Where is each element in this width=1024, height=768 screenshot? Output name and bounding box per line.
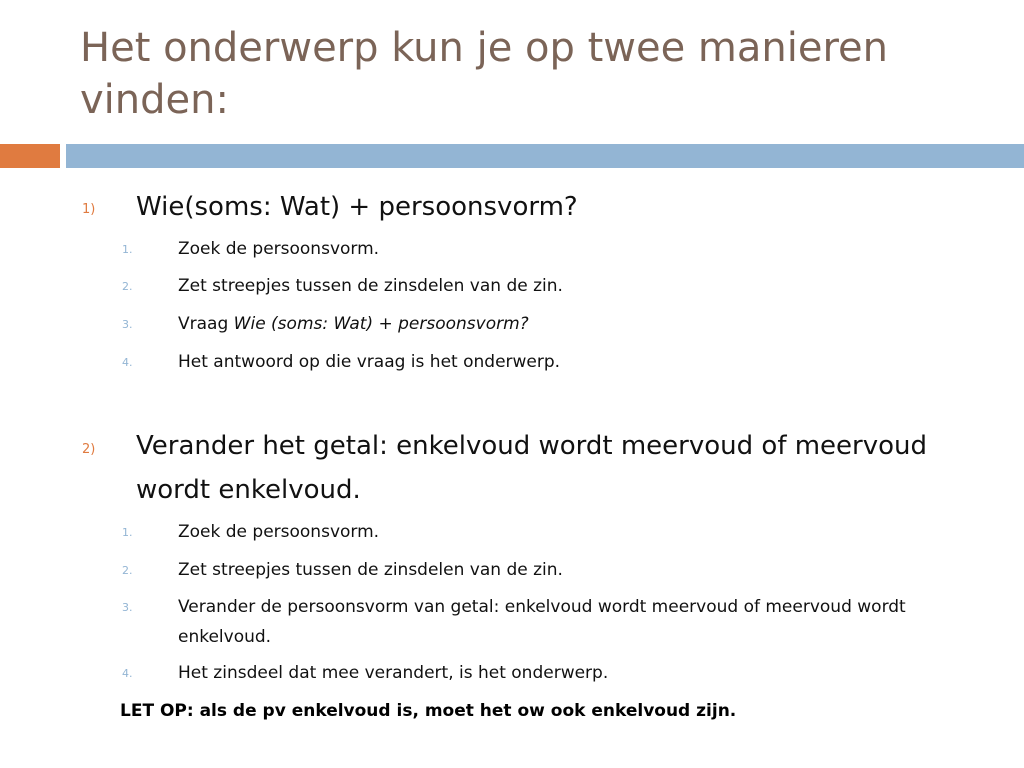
section2-step-1: Zoek de persoonsvorm. <box>178 522 380 542</box>
title-underline-blue <box>66 144 1024 168</box>
section2-step-3: Verander de persoonsvorm van getal: enkelvoud wordt meervoud of meervoud wordt enkelvoud. <box>178 597 906 647</box>
section2-heading: Verander het getal: enkelvoud wordt meervoud of meervoud wordt enkelvoud. <box>136 431 928 505</box>
section2-step-4-number: 4. <box>122 667 133 680</box>
section1-marker: 1) <box>82 202 96 217</box>
title-underline-orange <box>0 144 60 168</box>
section2-step-3-number: 3. <box>122 601 133 614</box>
warning-note: LET OP: als de pv enkelvoud is, moet het ow ook enkelvoud zijn. <box>120 701 737 721</box>
section1-step-3-prefix: Vraag <box>178 314 234 334</box>
section1-step-3-question: Wie (soms: Wat) + persoonsvorm? <box>233 314 529 334</box>
section1-step-2: Zet streepjes tussen de zinsdelen van de zin. <box>178 276 563 296</box>
section1-step-1-number: 1. <box>122 243 133 256</box>
slide-title: Het onderwerp kun je op twee manieren vinden: <box>80 25 889 123</box>
section1-step-4: Het antwoord op die vraag is het onderwerp. <box>178 352 561 372</box>
section2-marker: 2) <box>82 442 96 457</box>
section1-step-3-number: 3. <box>122 318 133 331</box>
section1-step-3 <box>178 309 958 339</box>
section2-step-2-number: 2. <box>122 564 133 577</box>
section1-step-1: Zoek de persoonsvorm. <box>178 239 380 259</box>
section2-step-2: Zet streepjes tussen de zinsdelen van de zin. <box>178 560 563 580</box>
section1-step-4-number: 4. <box>122 356 133 369</box>
section1-heading: Wie(soms: Wat) + persoonsvorm? <box>136 192 578 222</box>
section1-step-2-number: 2. <box>122 280 133 293</box>
section2-step-4: Het zinsdeel dat mee verandert, is het onderwerp. <box>178 663 609 683</box>
section2-step-1-number: 1. <box>122 526 133 539</box>
